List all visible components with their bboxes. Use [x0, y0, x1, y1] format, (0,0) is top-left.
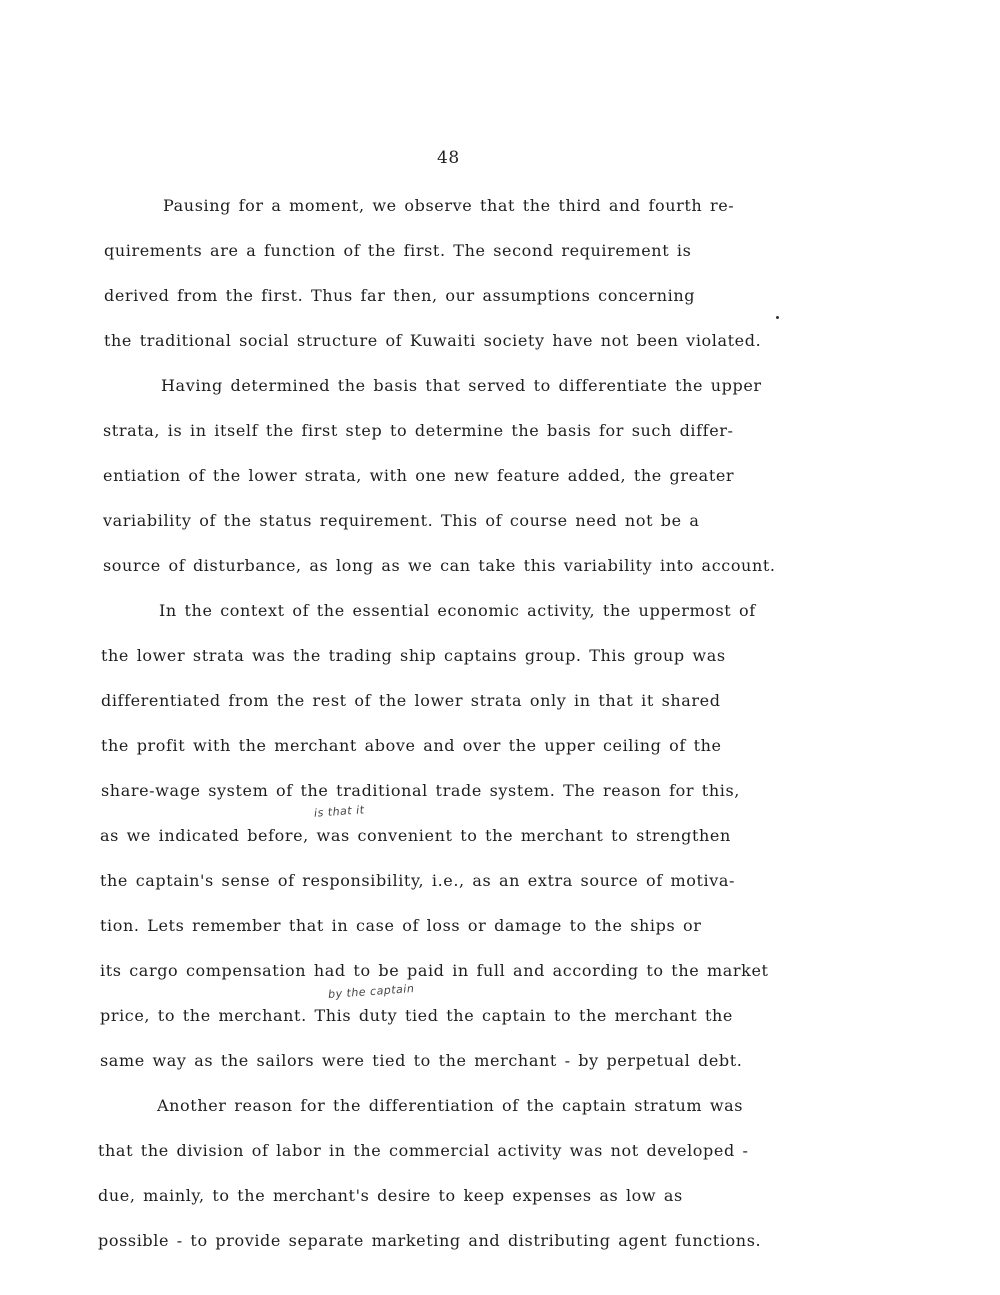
text-line: due, mainly, to the merchant's desire to keep expenses as low as: [98, 1186, 683, 1205]
handwritten-insertion: is that it: [313, 803, 365, 820]
text-line: entiation of the lower strata, with one new feature added, the greater: [103, 466, 735, 485]
text-line: strata, is in itself the first step to determine the basis for such differ-: [103, 421, 734, 440]
text-line: Pausing for a moment, we observe that the third and fourth re-: [163, 196, 735, 215]
text-line: Having determined the basis that served to differentiate the upper: [161, 376, 762, 395]
text-line: the traditional social structure of Kuwaiti society have not been violated.: [104, 331, 762, 350]
text-line: possible - to provide separate marketing and distributing agent functions.: [98, 1231, 762, 1250]
text-line: tion. Lets remember that in case of loss or damage to the ships or: [100, 916, 702, 935]
text-line: In the context of the essential economic activity, the uppermost of: [159, 601, 756, 620]
page-number: 48: [437, 148, 460, 168]
text-line: derived from the first. Thus far then, our assumptions concerning: [104, 286, 696, 305]
text-line: price, to the merchant. This duty tied the captain to the merchant the: [100, 1006, 733, 1025]
text-line: quirements are a function of the first. The second requirement is: [104, 241, 692, 260]
text-line: same way as the sailors were tied to the merchant - by perpetual debt.: [100, 1051, 743, 1070]
text-line: the lower strata was the trading ship captains group. This group was: [101, 646, 726, 665]
text-line: as we indicated before, was convenient to the merchant to strengthen: [100, 826, 731, 845]
text-line: differentiated from the rest of the lower strata only in that it shared: [101, 691, 721, 710]
text-line: variability of the status requirement. This of course need not be a: [103, 511, 700, 530]
scan-speck: [776, 316, 779, 319]
text-line: that the division of labor in the commercial activity was not developed -: [98, 1141, 749, 1160]
handwritten-insertion: by the captain: [327, 982, 415, 1001]
text-line: Another reason for the differentiation of the captain stratum was: [157, 1096, 744, 1115]
text-line: source of disturbance, as long as we can take this variability into account.: [103, 556, 776, 575]
text-line: the profit with the merchant above and over the upper ceiling of the: [101, 736, 722, 755]
text-line: share-wage system of the traditional trade system. The reason for this,: [101, 781, 740, 800]
text-line: its cargo compensation had to be paid in full and according to the market: [100, 961, 769, 980]
text-line: the captain's sense of responsibility, i.e., as an extra source of motiva-: [100, 871, 736, 890]
